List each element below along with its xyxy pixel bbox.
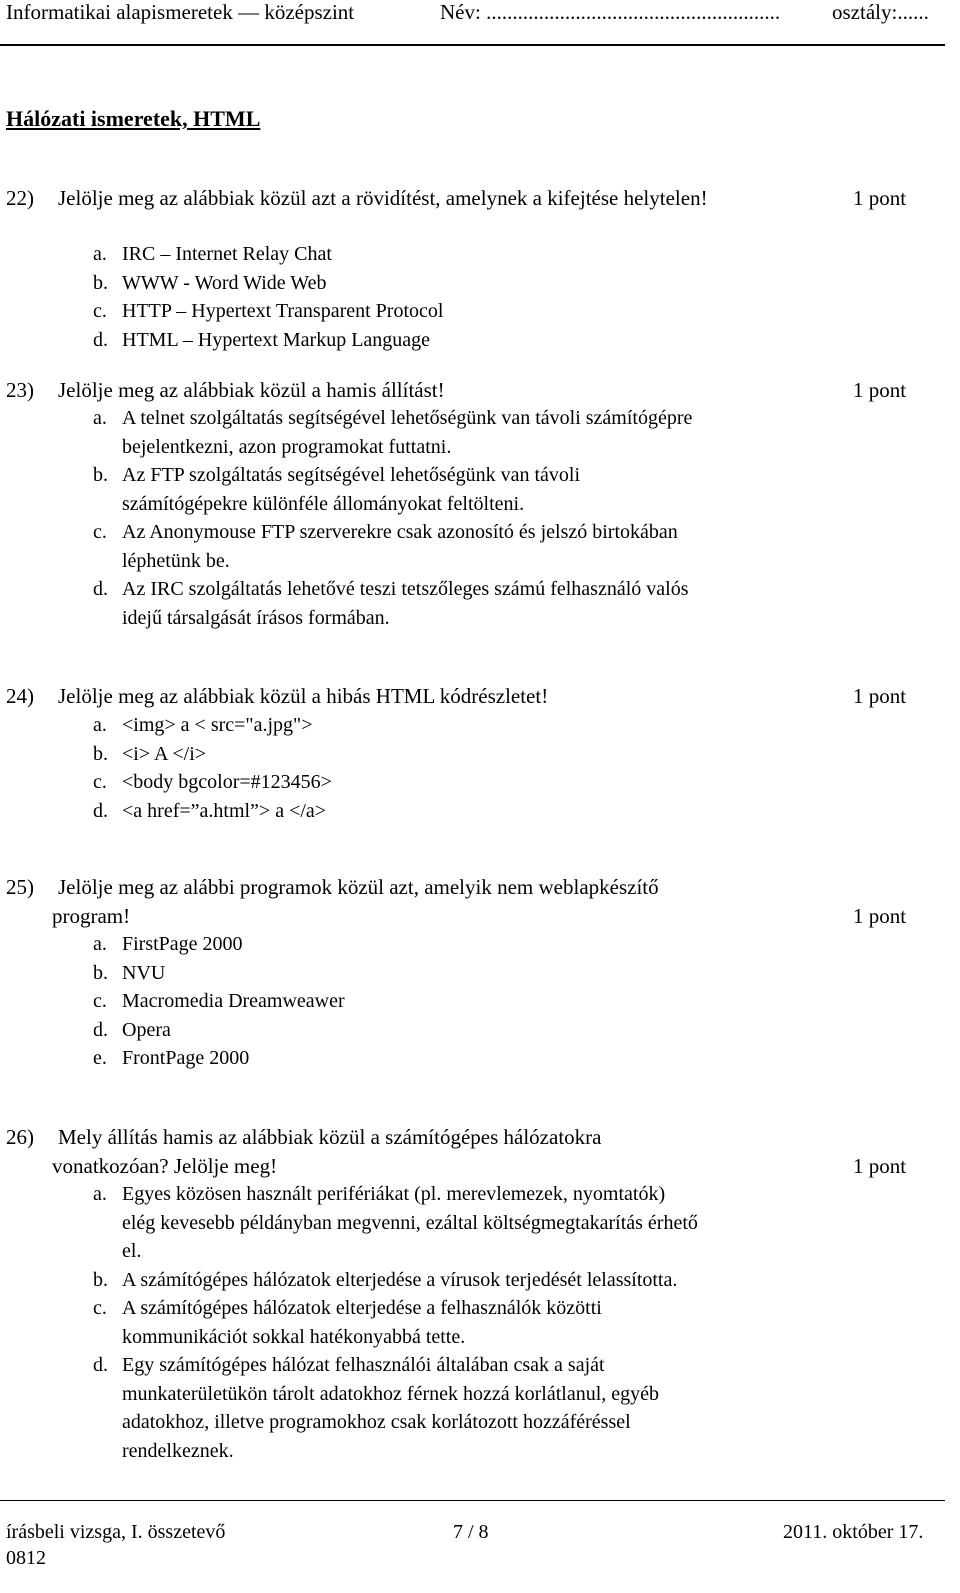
option-text: HTTP – Hypertext Transparent Protocol [122, 300, 444, 322]
option-text: <a href=”a.html”> a </a> [122, 799, 327, 822]
question-number: 22) [6, 186, 34, 210]
option-letter: a. [93, 243, 107, 265]
option-letter: e. [93, 1047, 107, 1069]
option-text: Az Anonymouse FTP szerverekre csak azonosító és jelszó birtokában [122, 521, 678, 543]
option-letter: c. [93, 300, 107, 322]
option-text: munkaterületükön tárolt adatokhoz férnek hozzá korlátlanul, egyéb [122, 1382, 660, 1405]
option-letter: d. [93, 328, 108, 351]
option-letter: b. [93, 742, 108, 765]
question-number: 26) [6, 1125, 34, 1149]
question-text: vonatkozóan? Jelölje meg! [52, 1154, 278, 1178]
option-text: számítógépekre különféle állományokat feltölteni. [122, 492, 525, 515]
option-text: <img> a < src="a.jpg"> [122, 714, 313, 736]
option-letter: d. [93, 578, 108, 600]
question-number: 24) [6, 684, 34, 708]
option-letter: b. [93, 464, 108, 486]
option-text: <i> A </i> [122, 742, 207, 765]
option-letter: d. [93, 1354, 108, 1376]
question-text: Jelölje meg az alábbiak közül a hibás HTML kódrészletet! [58, 684, 549, 708]
footer-date: 2011. október 17. [783, 1521, 924, 1543]
points-label: 1 pont [853, 378, 907, 402]
option-text: FrontPage 2000 [122, 1047, 250, 1069]
option-text: FirstPage 2000 [122, 933, 243, 955]
footer-exam: írásbeli vizsga, I. összetevő [6, 1521, 226, 1543]
option-letter: c. [93, 771, 107, 793]
points-label: 1 pont [853, 904, 907, 928]
option-letter: b. [93, 1268, 108, 1291]
section-title: Hálózati ismeretek, HTML [6, 106, 261, 131]
footer-rule [0, 1500, 945, 1501]
option-text: <body bgcolor=#123456> [122, 771, 332, 793]
points-label: 1 pont [853, 186, 907, 210]
option-letter: d. [93, 1018, 108, 1041]
option-text: HTML – Hypertext Markup Language [122, 328, 431, 351]
option-text: léphetünk be. [122, 549, 230, 572]
points-label: 1 pont [853, 684, 907, 708]
question-text: Jelölje meg az alábbi programok közül azt, amelyik nem weblapkészítő [58, 875, 659, 899]
option-text: kommunikációt sokkal hatékonyabbá tette. [122, 1325, 466, 1348]
option-text: adatokhoz, illetve programokhoz csak korlátozott hozzáféréssel [122, 1411, 631, 1433]
option-text: idejű társalgását írásos formában. [122, 606, 390, 629]
footer-code: 0812 [6, 1547, 46, 1569]
option-text: Egyes közösen használt perifériákat (pl. merevlemezek, nyomtatók) [122, 1183, 666, 1205]
option-letter: b. [93, 271, 108, 294]
header-rule [0, 44, 945, 46]
option-text: elég kevesebb példányban megvenni, ezáltal költségmegtakarítás érhető [122, 1211, 698, 1234]
header-left: Informatikai alapismeretek — középszint [6, 0, 355, 24]
option-text: Opera [122, 1018, 171, 1041]
option-text: A számítógépes hálózatok elterjedése a vírusok terjedését lelassította. [122, 1268, 678, 1291]
header-name: Név: ........................................................ [440, 0, 781, 24]
question-text: Mely állítás hamis az alábbiak közül a számítógépes hálózatokra [58, 1125, 602, 1149]
header-class: osztály:...... [832, 0, 929, 24]
question-text: Jelölje meg az alábbiak közül a hamis állítást! [58, 378, 445, 402]
option-letter: d. [93, 799, 108, 822]
option-text: A telnet szolgáltatás segítségével lehetőségünk van távoli számítógépre [122, 407, 693, 429]
question-text: Jelölje meg az alábbiak közül azt a rövidítést, amelynek a kifejtése helytelen! [58, 186, 708, 210]
option-letter: a. [93, 714, 107, 736]
option-letter: a. [93, 407, 107, 429]
option-text: bejelentkezni, azon programokat futtatni. [122, 435, 452, 458]
footer-page: 7 / 8 [453, 1521, 489, 1543]
question-number: 25) [6, 875, 34, 899]
option-letter: c. [93, 521, 107, 543]
option-text: NVU [122, 961, 166, 984]
option-text: Macromedia Dreamweawer [122, 990, 345, 1012]
question-text: program! [52, 904, 131, 928]
option-letter: c. [93, 990, 107, 1012]
option-text: IRC – Internet Relay Chat [122, 243, 332, 265]
option-letter: b. [93, 961, 108, 984]
option-text: rendelkeznek. [122, 1439, 234, 1462]
option-letter: a. [93, 933, 107, 955]
option-text: Egy számítógépes hálózat felhasználói általában csak a saját [122, 1354, 605, 1376]
points-label: 1 pont [853, 1154, 907, 1178]
option-letter: a. [93, 1183, 107, 1205]
option-text: A számítógépes hálózatok elterjedése a felhasználók közötti [122, 1297, 602, 1319]
option-text: el. [122, 1240, 142, 1262]
option-text: WWW - Word Wide Web [122, 271, 327, 294]
option-letter: c. [93, 1297, 107, 1319]
question-number: 23) [6, 378, 34, 402]
option-text: Az FTP szolgáltatás segítségével lehetőségünk van távoli [122, 464, 581, 486]
option-text: Az IRC szolgáltatás lehetővé teszi tetszőleges számú felhasználó valós [122, 578, 689, 600]
